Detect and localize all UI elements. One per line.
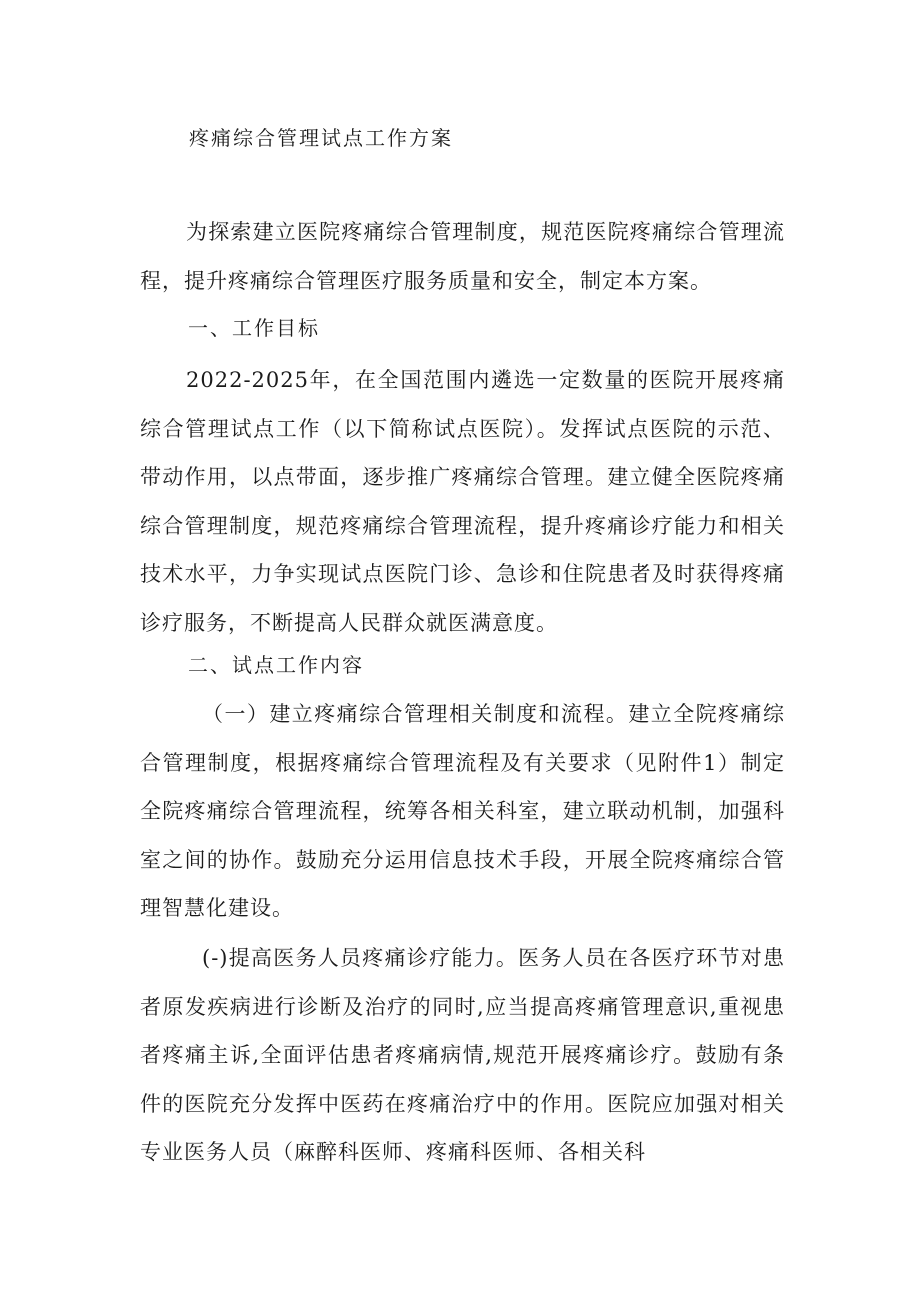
- section-1-heading: 一、工作目标: [188, 316, 320, 340]
- section-2-item-2: (-)提高医务人员疼痛诊疗能力。医务人员在各医疗环节对患者原发疾病进行诊断及治疗的同时,应当提高疼痛管理意识,重视患者疼痛主诉,全面评估患者疼痛病情,规范开展疼痛诊疗。鼓励有条件的医院充分发挥中医药在疼痛治疗中的作用。医院应加强对相关专业医务人员（麻醉科医师、疼痛科医师、各相关科: [140, 946, 785, 1165]
- section-2-item-1: （一）建立疼痛综合管理相关制度和流程。建立全院疼痛综合管理制度，根据疼痛综合管理流程及有关要求（见附件1）制定全院疼痛综合管理流程，统筹各相关科室，建立联动机制，加强科室之间的协作。鼓励充分运用信息技术手段，开展全院疼痛综合管理智慧化建设。: [140, 702, 785, 921]
- section-1-paragraph: 2022-2025年，在全国范围内遴选一定数量的医院开展疼痛综合管理试点工作（以下简称试点医院）。发挥试点医院的示范、带动作用，以点带面，逐步推广疼痛综合管理。建立健全医院疼痛综合管理制度，规范疼痛综合管理流程，提升疼痛诊疗能力和相关技术水平，力争实现试点医院门诊、急诊和住院患者及时获得疼痛诊疗服务，不断提高人民群众就医满意度。: [140, 368, 785, 635]
- document-title: 疼痛综合管理试点工作方案: [189, 126, 453, 150]
- intro-paragraph: 为探索建立医院疼痛综合管理制度，规范医院疼痛综合管理流程，提升疼痛综合管理医疗服务质量和安全，制定本方案。: [140, 220, 785, 293]
- section-2-heading: 二、试点工作内容: [188, 653, 364, 677]
